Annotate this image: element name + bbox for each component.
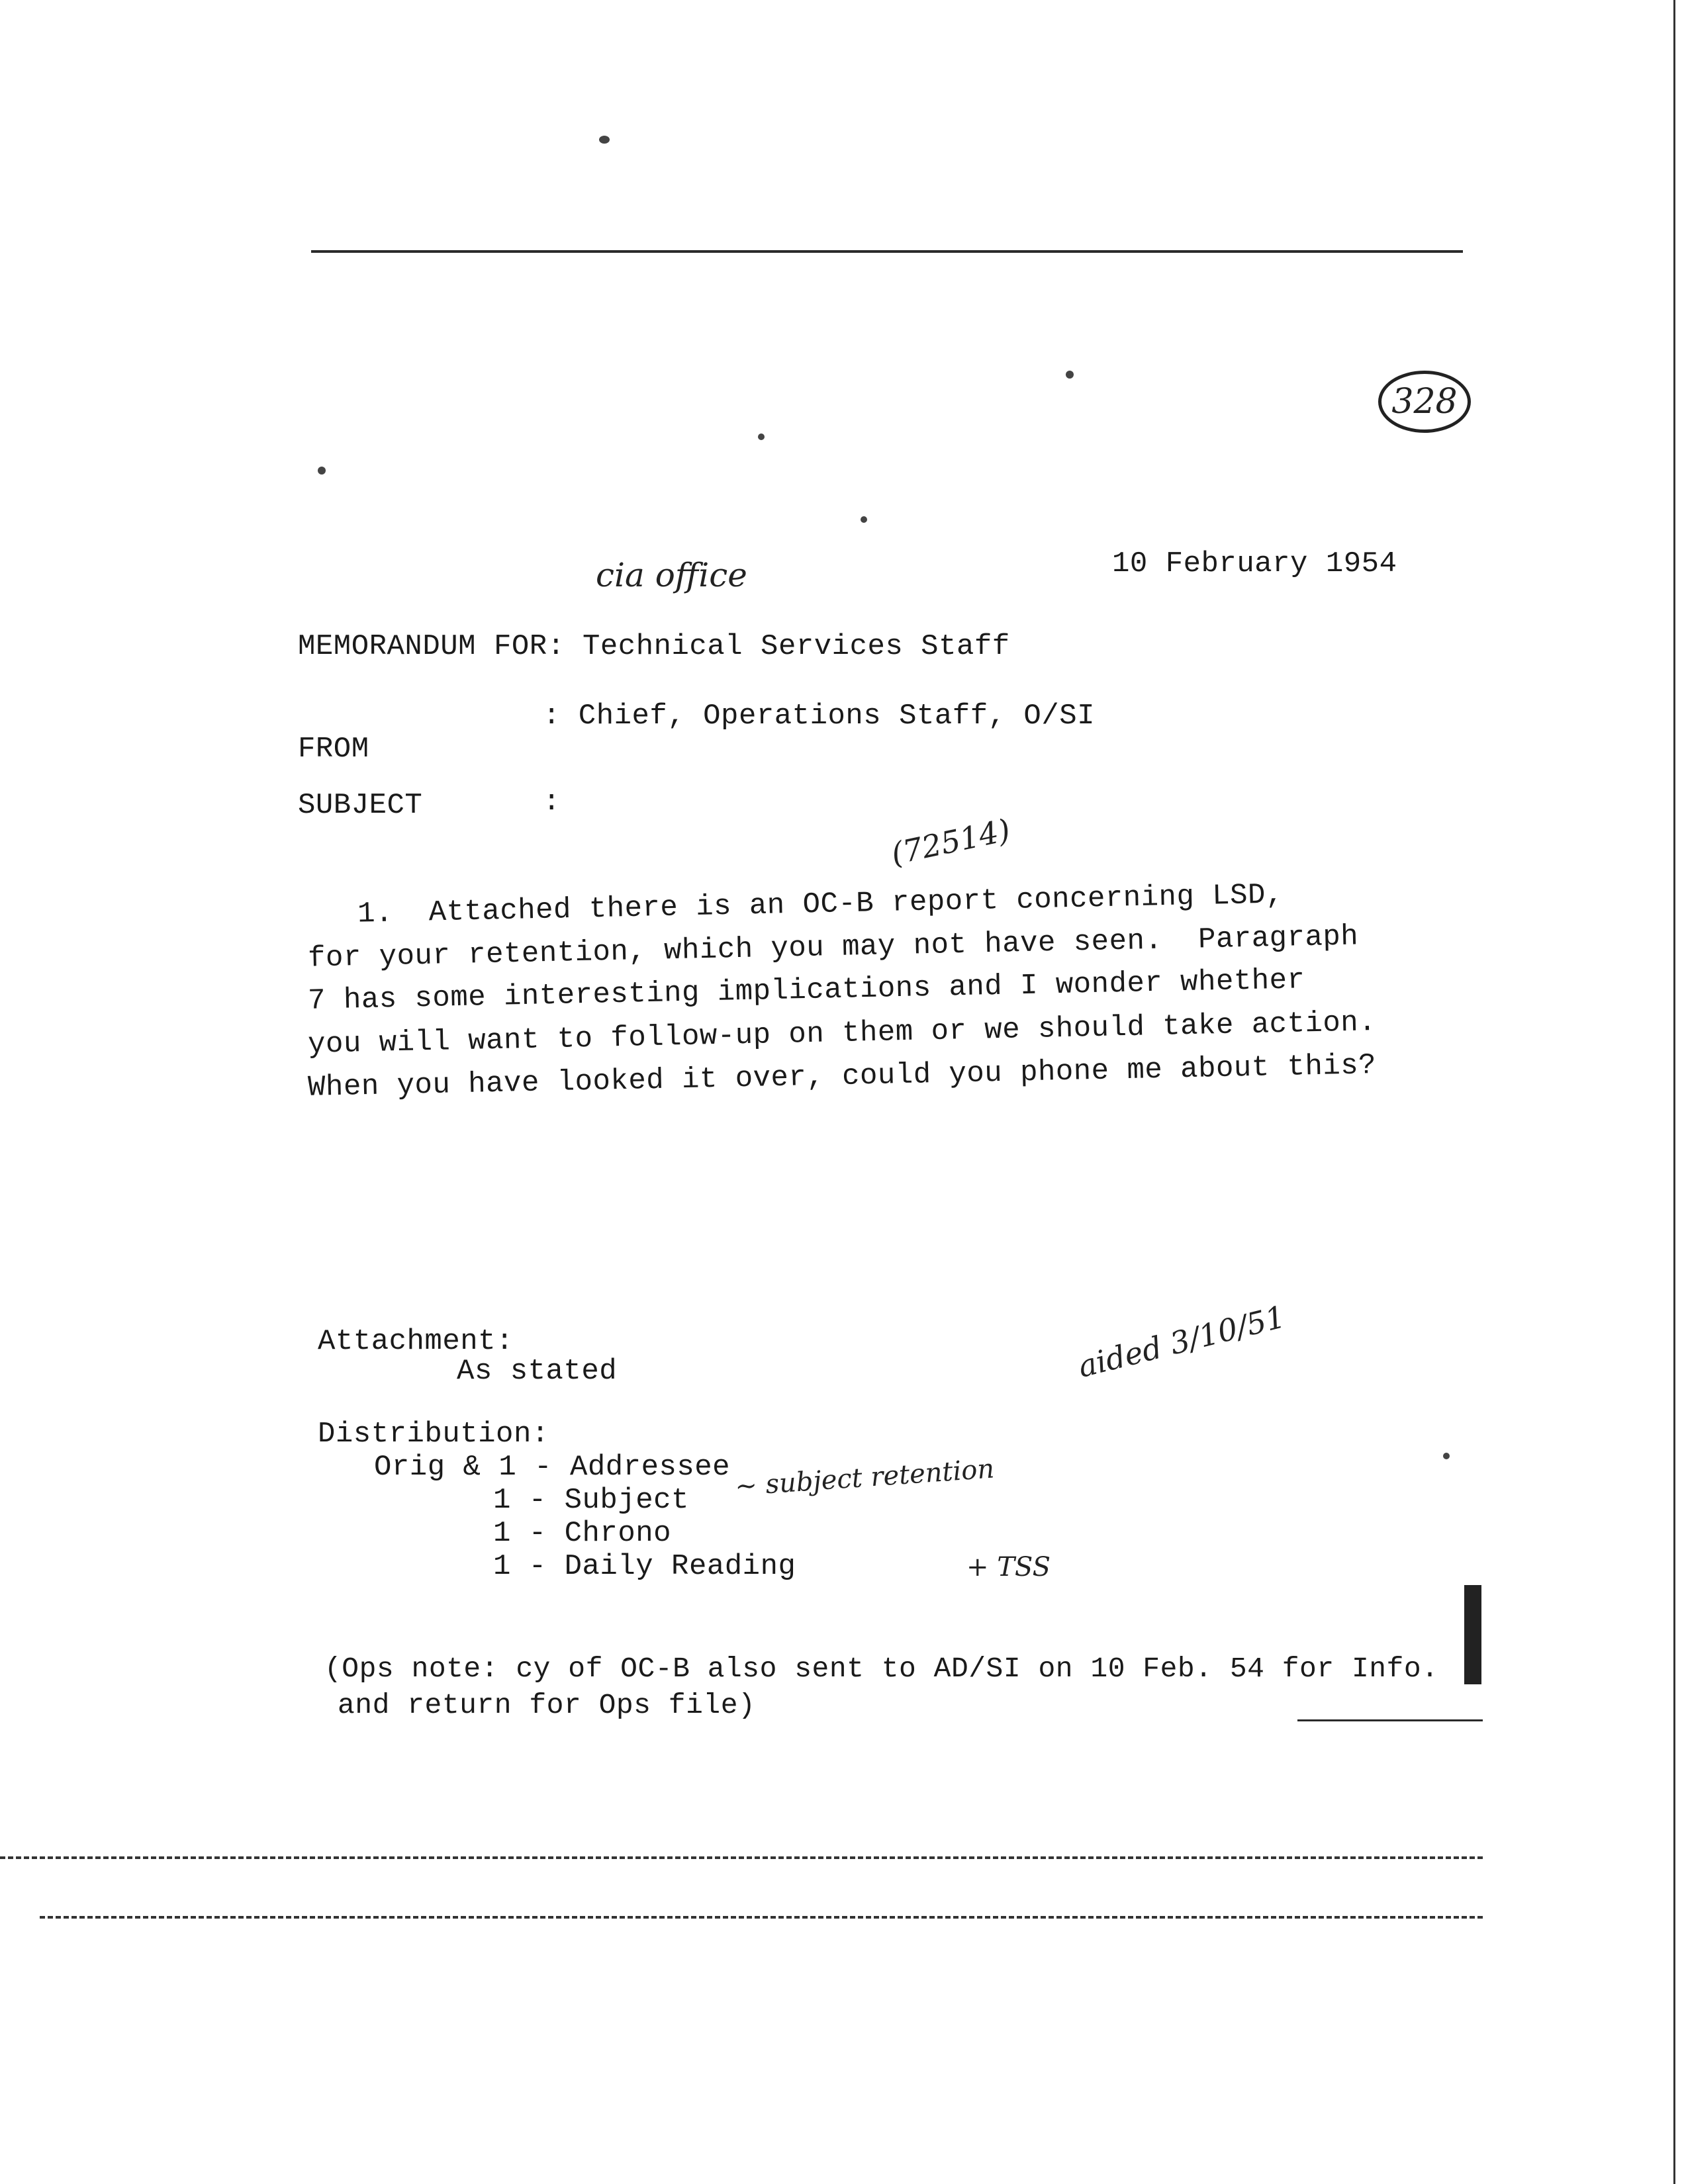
paragraph-line: 1. Attached there is an OC-B report concerning LSD, bbox=[357, 878, 1284, 931]
handwritten-note-distribution: ~ subject retention bbox=[733, 1453, 996, 1502]
scan-edge-mark bbox=[1464, 1585, 1481, 1684]
footer-rule-bottom bbox=[40, 1916, 1483, 1919]
scan-speck bbox=[758, 433, 765, 440]
paragraph-line: 7 has some interesting implications and I wonder whether bbox=[307, 964, 1305, 1018]
handwritten-note-paragraph: (72514) bbox=[888, 811, 1013, 872]
memorandum-for-value: Technical Services Staff bbox=[583, 630, 1010, 663]
from-label: FROM bbox=[298, 733, 369, 766]
subject-value: : bbox=[543, 786, 561, 819]
distribution-line: 1 - Daily Reading bbox=[493, 1550, 796, 1583]
right-edge-line bbox=[1673, 0, 1675, 2184]
distribution-line: Orig & 1 - Addressee bbox=[374, 1451, 731, 1484]
scan-speck bbox=[861, 516, 867, 523]
handwritten-note-tss: + TSS bbox=[966, 1552, 1051, 1582]
paragraph-line: for your retention, which you may not have seen. Paragraph bbox=[307, 920, 1359, 976]
distribution-label: Distribution: bbox=[318, 1418, 549, 1451]
footer-rule-top bbox=[0, 1856, 1483, 1859]
scan-speck bbox=[599, 136, 610, 144]
ops-note-line: and return for Ops file) bbox=[338, 1689, 756, 1721]
handwritten-page-number: 328 bbox=[1378, 371, 1471, 433]
ops-note-line: (Ops note: cy of OC-B also sent to AD/SI on 10 Feb. 54 for Info. bbox=[324, 1653, 1439, 1685]
memorandum-for-label: MEMORANDUM FOR: bbox=[298, 630, 565, 663]
distribution-line: 1 - Subject bbox=[493, 1484, 689, 1517]
ops-note-underline bbox=[1297, 1719, 1483, 1721]
scan-speck bbox=[1066, 371, 1074, 379]
handwritten-note-top: cia office bbox=[596, 556, 747, 594]
attachment-value: As stated bbox=[457, 1355, 618, 1388]
scan-speck bbox=[1443, 1453, 1450, 1459]
attachment-label: Attachment: bbox=[318, 1325, 514, 1358]
distribution-line: 1 - Chrono bbox=[493, 1517, 672, 1550]
header-rule bbox=[311, 250, 1463, 253]
from-value: : Chief, Operations Staff, O/SI bbox=[543, 700, 1096, 733]
handwritten-note-margin: aided 3/10/51 bbox=[1074, 1298, 1289, 1385]
memo-date: 10 February 1954 bbox=[1112, 547, 1397, 580]
scan-speck bbox=[318, 467, 326, 475]
paragraph-line: you will want to follow-up on them or we should take action. bbox=[307, 1006, 1377, 1062]
subject-label: SUBJECT bbox=[298, 789, 423, 822]
paragraph-line: When you have looked it over, could you phone me about this? bbox=[307, 1049, 1377, 1105]
